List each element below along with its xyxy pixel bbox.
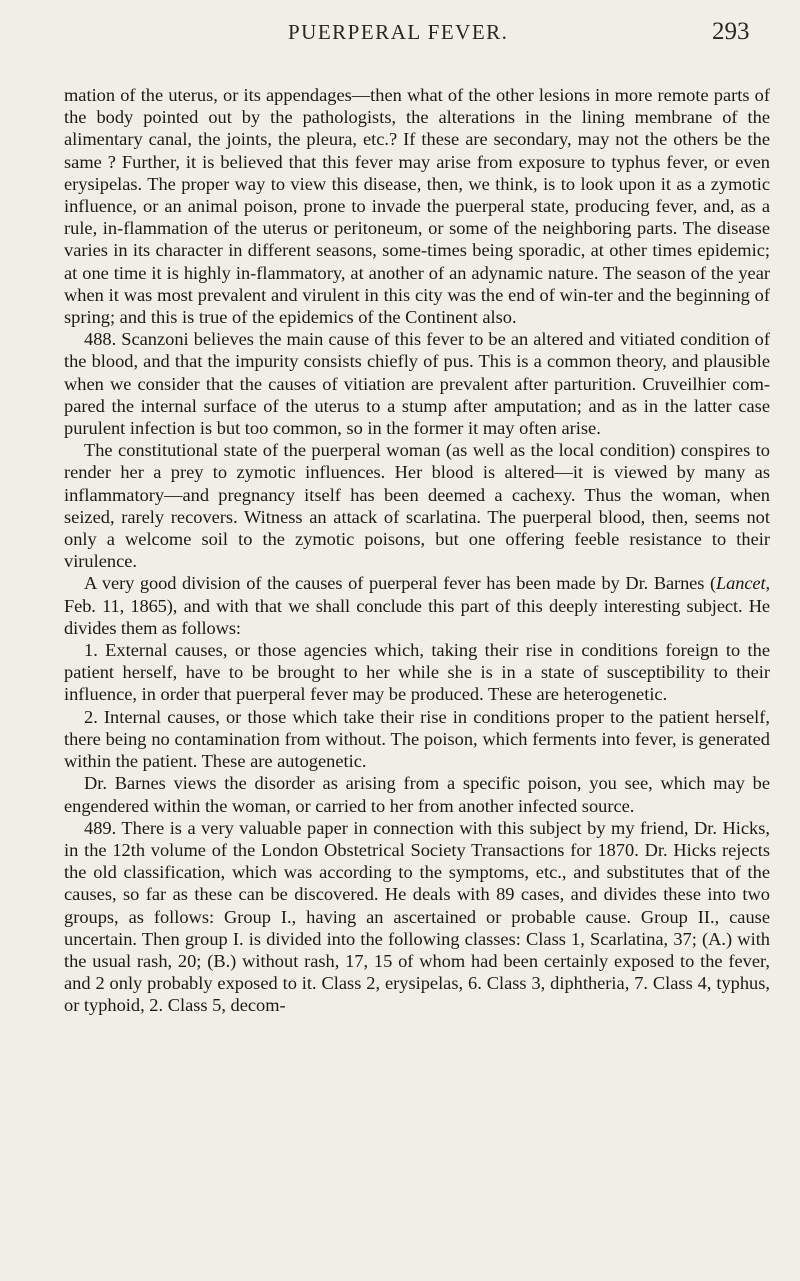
paragraph-barnes-division [64,572,770,639]
paragraph-constitutional-state: The constitutional state of the puerperal woman (as well as the local condition) conspires to render her a prey to zymotic influences. Her blood is altered—it is viewed by many as inflammatory—and pregnancy itself has been deemed a cachexy. Thus the woman, when seized, rarely recovers. Witness an attack of scarlatina. The puerperal blood, then, seems not only a welcome soil to the zymotic poisons, but one offering feeble resistance to their virulence. [64,440,770,572]
paragraph-continuation: mation of the uterus, or its appendages—then what of the other lesions in more remote parts of the body pointed out by the pathologists, the alterations in the lining membrane of the alimentary canal, the joints, the pleura, etc.? If these are secondary, may not the others be the same ? Further, it is believed that this fever may arise from exposure to typhus fever, or even erysipelas. The proper way to view this disease, then, we think, is to look upon it as a zymotic influence, or an animal poison, prone to invade the puerperal state, producing fever, and, as a rule, in-flammation of the uterus or peritoneum, or some of the neighboring parts. The disease varies in its character in different seasons, some-times being sporadic, at other times epidemic; at one time it is highly in-flammatory, at another of an adynamic nature. The season of the year when it was most prevalent and virulent in this city was the end of win-ter and the beginning of spring; and this is true of the epidemics of the Continent also. [64,85,770,328]
page-header [0,14,800,54]
paragraph-488: 488. Scanzoni believes the main cause of this fever to be an altered and vitiated condition of the blood, and that the impurity consists chiefly of pus. This is a common theory, and plausible when we consider that the causes of vitiation are prevalent after parturition. Cruveilhier com-pared the internal surface of the uterus to a stump after amputation; and as in the latter case purulent infection is but too common, so in the former it may often arise. [64,329,770,439]
paragraph-internal-causes: 2. Internal causes, or those which take their rise in conditions proper to the patient herself, there being no contamination from without. The poison, which ferments into fever, is generated within the patient. These are autogenetic. [64,706,770,772]
barnes-text-after: Feb. 11, 1865), and with that we shall conclude this part of this deeply interesting subject. He divides them as follows: [64,595,770,638]
running-title: PUERPERAL FEVER. [288,20,509,44]
barnes-text-before: A very good division of the causes of puerperal fever has been made by Dr. Barnes ( [84,573,717,594]
page-number: 293 [712,18,750,45]
journal-title: Lancet, [716,573,770,594]
body-text [64,84,770,1017]
paragraph-external-causes: 1. External causes, or those agencies which, taking their rise in conditions foreign to the patient herself, have to be brought to her while she is in a state of susceptibility to their influence, in order that puerperal fever may be produced. These are heterogenetic. [64,640,770,705]
paragraph-barnes-views: Dr. Barnes views the disorder as arising from a specific poison, you see, which may be engendered within the woman, or carried to her from another infected source. [64,773,770,816]
paragraph-489: 489. There is a very valuable paper in connection with this subject by my friend, Dr. Hicks, in the 12th volume of the London Obstetrical Society Transactions for 1870. Dr. Hicks rejects the old classification, which was according to the symptoms, etc., and substitutes that of the causes, so far as these can be discovered. He deals with 89 cases, and divides these into two groups, as follows: Group I., having an ascertained or probable cause. Group II., cause uncertain. Then group I. is divided into the following classes: Class 1, Scarlatina, 37; (A.) with the usual rash, 20; (B.) without rash, 17, 15 of whom had been certainly exposed to the fever, and 2 only probably exposed to it. Class 2, erysipelas, 6. Class 3, diphtheria, 7. Class 4, typhus, or typhoid, 2. Class 5, decom- [64,817,770,1016]
